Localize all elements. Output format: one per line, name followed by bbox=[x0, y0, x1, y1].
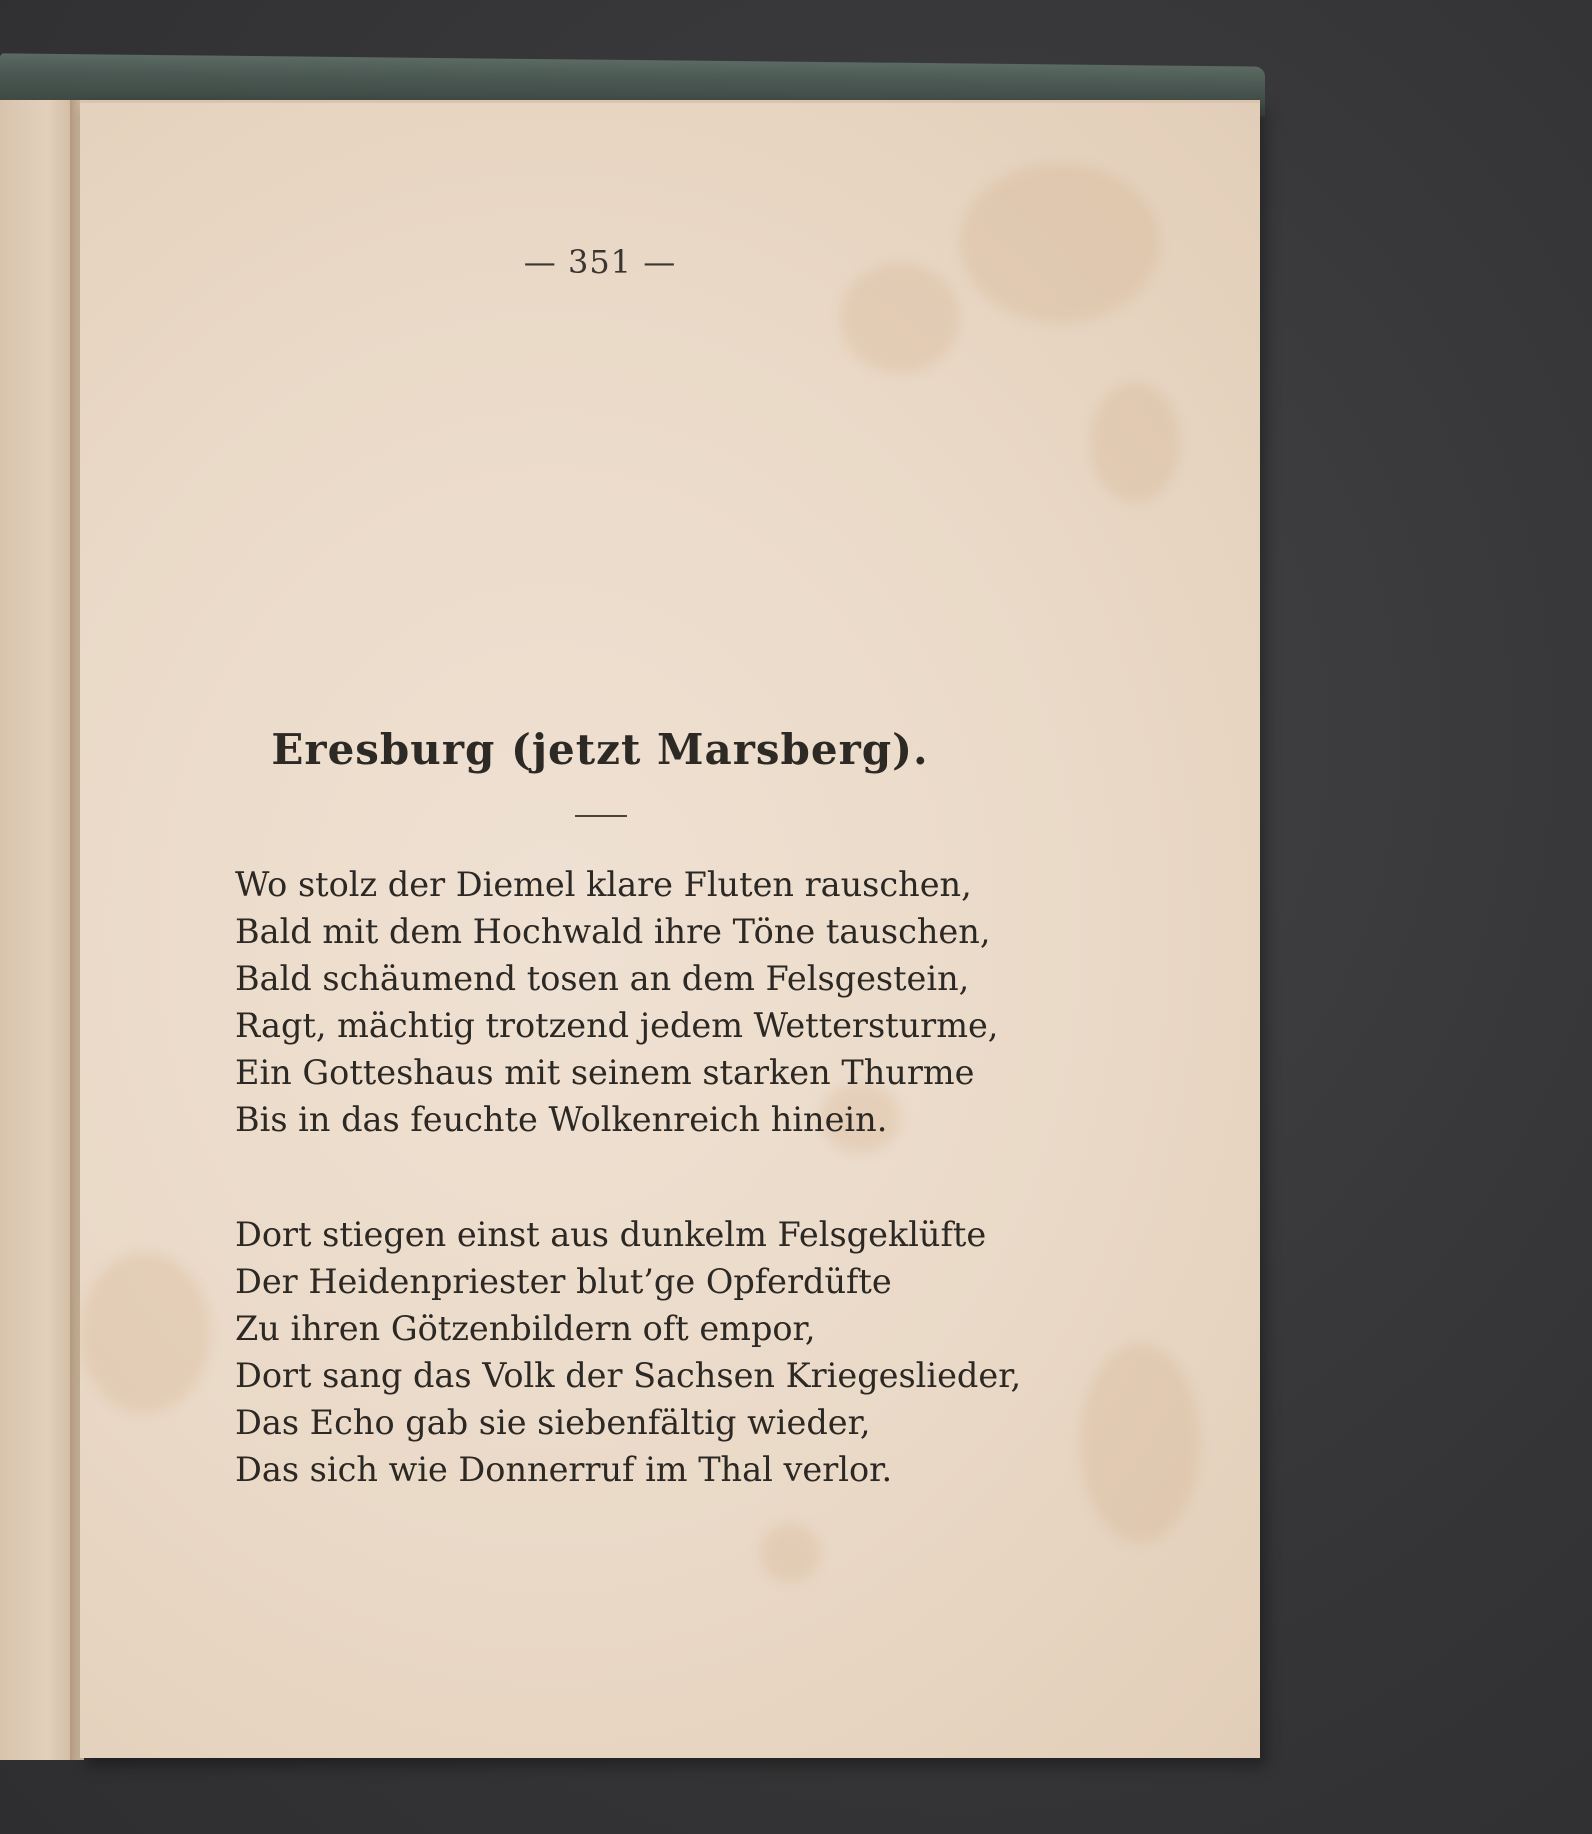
paper-stain bbox=[760, 1523, 820, 1583]
poem-title: Eresburg (jetzt Marsberg). bbox=[271, 725, 929, 774]
verse-line: Dort sang das Volk der Sachsen Kriegeslieder, bbox=[235, 1356, 1022, 1395]
verse-line: Ragt, mächtig trotzend jedem Wettersturme, bbox=[235, 1006, 999, 1045]
verse-line: Bald mit dem Hochwald ihre Töne tauschen, bbox=[235, 912, 991, 951]
verse-line: Das sich wie Donnerruf im Thal verlor. bbox=[235, 1450, 893, 1489]
page-number: — 351 — bbox=[523, 243, 677, 281]
verse-line: Ein Gotteshaus mit seinem starken Thurme bbox=[235, 1053, 975, 1092]
paper-stain bbox=[1080, 1343, 1200, 1543]
paper-stain bbox=[80, 1253, 210, 1413]
verse-line: Zu ihren Götzenbildern oft empor, bbox=[235, 1309, 816, 1348]
verse-line: Bald schäumend tosen an dem Felsgestein, bbox=[235, 959, 970, 998]
paper-stain bbox=[1090, 383, 1180, 503]
book-page bbox=[80, 100, 1260, 1758]
stanza-1 bbox=[235, 861, 1095, 1143]
verse-line: Der Heidenpriester blut’ge Opferdüfte bbox=[235, 1262, 892, 1301]
stanza-2 bbox=[235, 1211, 1095, 1493]
title-divider bbox=[575, 815, 627, 817]
verse-line: Das Echo gab sie siebenfältig wieder, bbox=[235, 1403, 871, 1442]
verse-line: Bis in das feuchte Wolkenreich hinein. bbox=[235, 1100, 888, 1139]
verse-line: Dort stiegen einst aus dunkelm Felsgeklüfte bbox=[235, 1215, 987, 1254]
verse-line: Wo stolz der Diemel klare Fluten rauschen, bbox=[235, 865, 972, 904]
